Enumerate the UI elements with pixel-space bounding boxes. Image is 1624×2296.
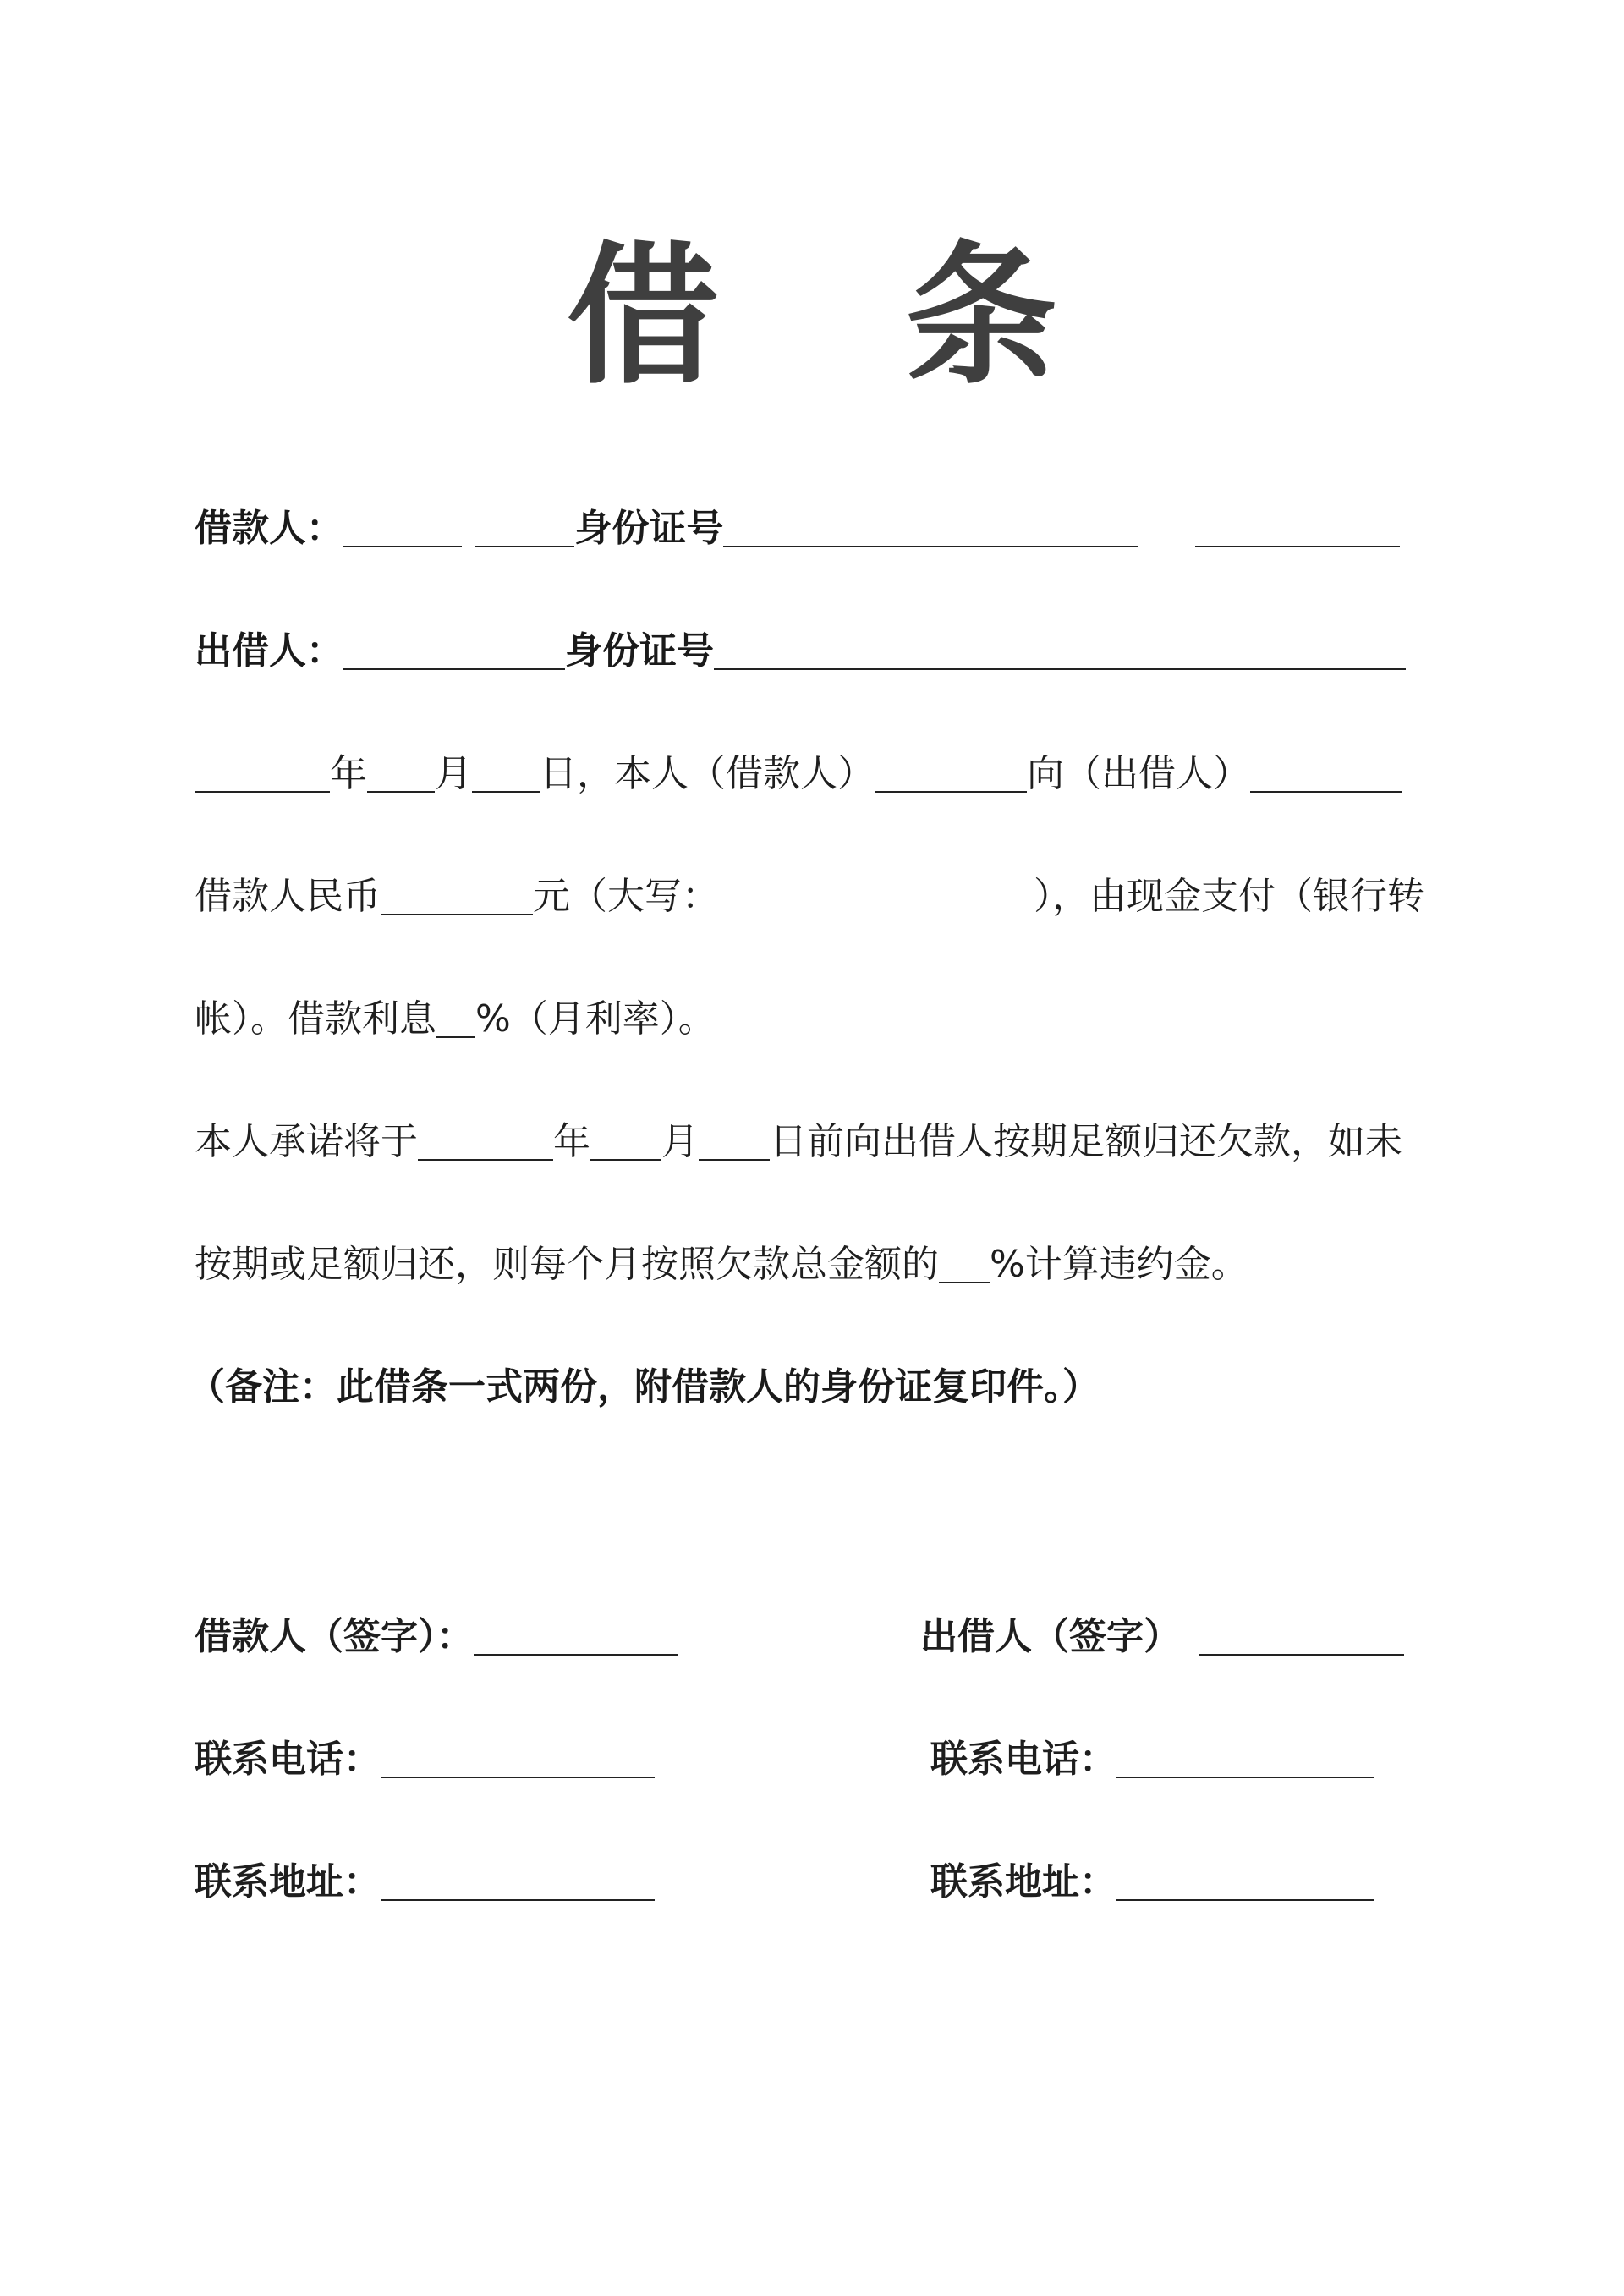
amount-blank[interactable] xyxy=(381,873,533,915)
borrower-id-blank[interactable] xyxy=(723,505,1138,547)
payment-method-text: ），由现金支付（银行转 xyxy=(1034,875,1424,918)
lender-address-line xyxy=(930,1857,1374,1908)
lender-name-blank[interactable] xyxy=(343,628,565,670)
lender-sign-label: 出借人（签字） xyxy=(920,1615,1181,1658)
borrower-extra-blank[interactable] xyxy=(1195,505,1400,547)
penalty-rate-blank[interactable] xyxy=(939,1241,990,1283)
borrower-sign-blank[interactable] xyxy=(474,1613,678,1656)
day-borrower-text: 日，本人（借款人） xyxy=(540,752,875,795)
penalty-text: 按期或足额归还，则每个月按照欠款总金额的 xyxy=(195,1243,939,1286)
borrower-address-label: 联系地址： xyxy=(195,1860,381,1903)
interest-rate-blank[interactable] xyxy=(436,996,475,1038)
lender-line xyxy=(195,626,1406,677)
borrower-phone-label: 联系电话： xyxy=(195,1738,381,1781)
repay-day-blank[interactable] xyxy=(699,1118,770,1161)
lender-name-inline-blank[interactable] xyxy=(1250,750,1402,793)
borrower-name-inline-blank[interactable] xyxy=(875,750,1027,793)
borrower-phone-blank[interactable] xyxy=(381,1736,655,1778)
year-text: 年 xyxy=(330,752,367,795)
interest-text: 帐）。借款利息 xyxy=(195,997,436,1041)
note: （备注：此借条一式两份，附借款人的身份证复印件。） xyxy=(188,1365,1100,1409)
lender-phone-blank[interactable] xyxy=(1116,1736,1374,1778)
lender-address-label: 联系地址： xyxy=(930,1860,1116,1903)
lender-id-blank[interactable] xyxy=(714,628,1406,670)
borrower-address-line xyxy=(195,1857,655,1908)
borrower-label: 借款人： xyxy=(195,507,343,550)
repay-month-text: 月 xyxy=(661,1120,699,1163)
repay-year-blank[interactable] xyxy=(418,1118,553,1161)
body-line-1 xyxy=(195,749,1402,799)
document-title xyxy=(0,228,1624,405)
borrower-phone-line xyxy=(195,1734,655,1785)
borrower-id-label: 身份证号 xyxy=(574,507,724,550)
amount-caps-label: 元（大写： xyxy=(533,875,719,918)
date-month-blank[interactable] xyxy=(367,750,435,793)
penalty-suffix-text: %计算违约金。 xyxy=(990,1243,1248,1286)
borrower-sign-label: 借款人（签字）： xyxy=(195,1615,474,1658)
borrower-sign-line xyxy=(195,1612,678,1662)
lender-sign-line xyxy=(920,1612,1404,1662)
date-day-blank[interactable] xyxy=(472,750,540,793)
lender-label: 出借人： xyxy=(195,629,343,673)
repay-text: 日前向出借人按期足额归还欠款，如未 xyxy=(770,1120,1402,1163)
title-char-2: 条 xyxy=(905,228,1058,405)
body-line-4 xyxy=(195,1117,1402,1167)
body-line-2 xyxy=(195,871,1424,922)
to-lender-text: 向（出借人） xyxy=(1027,752,1250,795)
lender-id-label: 身份证号 xyxy=(565,629,714,673)
date-year-blank[interactable] xyxy=(195,750,330,793)
lender-phone-line xyxy=(930,1734,1374,1785)
lender-phone-label: 联系电话： xyxy=(930,1738,1116,1781)
borrower-name-blank-2[interactable] xyxy=(475,505,574,547)
lender-address-blank[interactable] xyxy=(1116,1859,1374,1901)
borrower-address-blank[interactable] xyxy=(381,1859,655,1901)
month-text: 月 xyxy=(435,752,472,795)
repay-year-text: 年 xyxy=(553,1120,590,1163)
lender-sign-blank[interactable] xyxy=(1199,1613,1404,1656)
body-line-3 xyxy=(195,994,716,1045)
monthly-rate-text: %（月利率）。 xyxy=(475,997,716,1041)
borrower-name-blank-1[interactable] xyxy=(343,505,462,547)
promise-text: 本人承诺将于 xyxy=(195,1120,418,1163)
body-line-5 xyxy=(195,1239,1248,1290)
rmb-text: 借款人民币 xyxy=(195,875,381,918)
title-char-1: 借 xyxy=(566,228,719,405)
repay-month-blank[interactable] xyxy=(590,1118,661,1161)
borrower-line xyxy=(195,503,1400,554)
